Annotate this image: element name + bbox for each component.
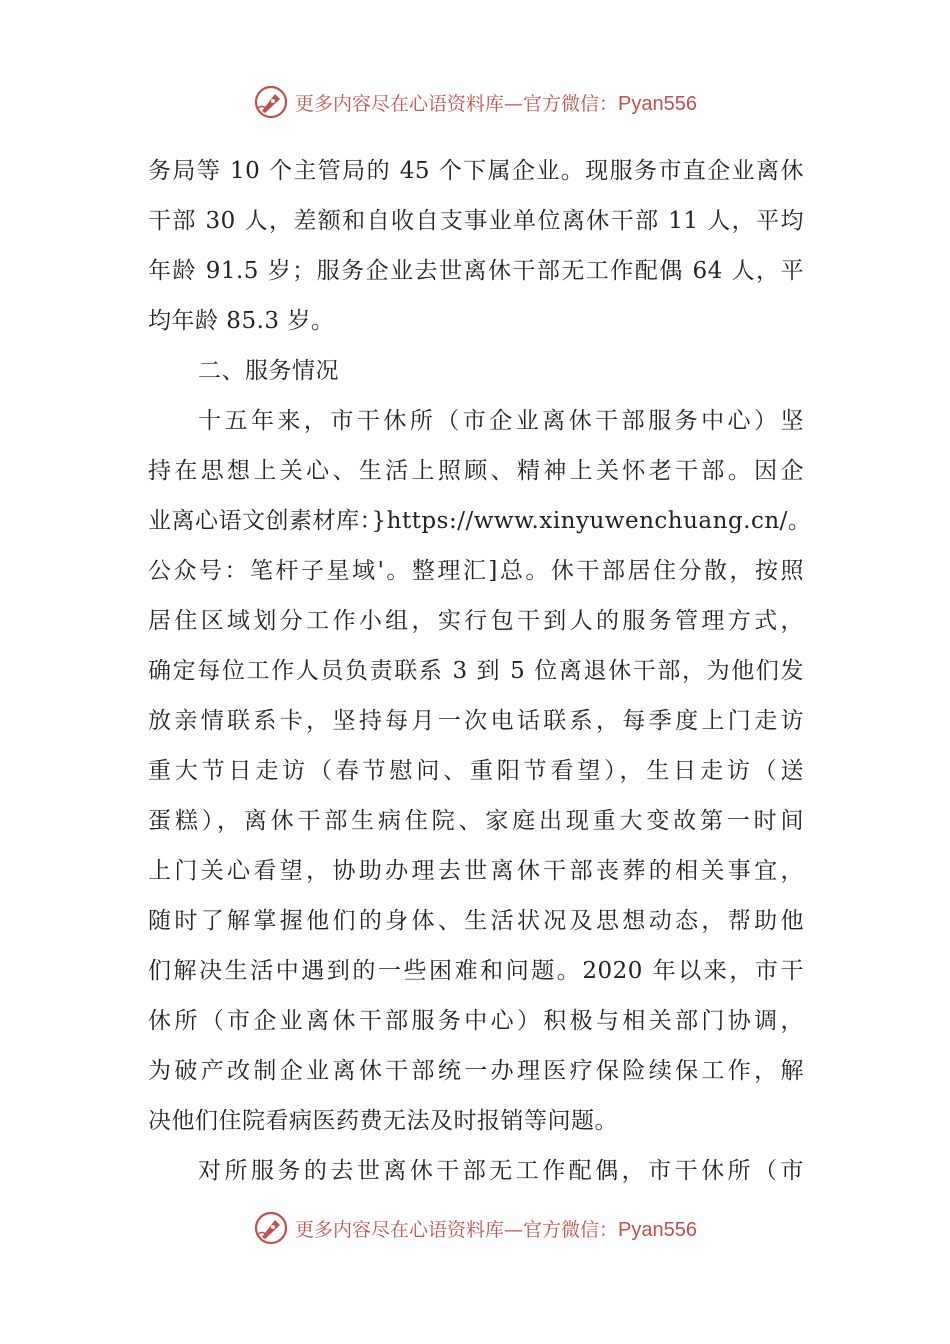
watermark-text: 更多内容尽在心语资料库—官方微信：Pyan556 bbox=[295, 1218, 697, 1241]
text-line: 重大节日走访（春节慰问、重阳节看望），生日走访（送 bbox=[148, 758, 804, 784]
text-line: 居住区域划分工作小组，实行包干到人的服务管理方式， bbox=[148, 608, 804, 634]
text-line: 公众号：笔杆子星域'。整理汇]总。休干部居住分散，按照 bbox=[148, 558, 804, 584]
text-line: 休所（市企业离休干部服务中心）积极与相关部门协调， bbox=[148, 1008, 804, 1034]
text-line: 上门关心看望，协助办理去世离休干部丧葬的相关事宜， bbox=[148, 858, 804, 884]
watermark-id: Pyan556 bbox=[618, 1218, 697, 1241]
text-line: 业离心语文创素材库：}https://www.xinyuwenchuang.cn/。 bbox=[148, 508, 812, 534]
text-line: 务局等 10 个主管局的 45 个下属企业。现服务市直企业离休 bbox=[148, 158, 804, 184]
text-line: 持在思想上关心、生活上照顾、精神上关怀老干部。因企 bbox=[148, 458, 804, 484]
header-watermark bbox=[0, 82, 950, 122]
text-line: 确定每位工作人员负责联系 3 到 5 位离退休干部，为他们发 bbox=[148, 658, 804, 684]
text-line: 为破产改制企业离休干部统一办理医疗保险续保工作，解 bbox=[148, 1058, 804, 1084]
pen-nib-icon bbox=[253, 1210, 289, 1246]
text-line: 干部 30 人，差额和自收自支事业单位离休干部 11 人，平均 bbox=[148, 208, 804, 234]
text-line: 放亲情联系卡，坚持每月一次电话联系，每季度上门走访 bbox=[148, 708, 804, 734]
text-line: 随时了解掌握他们的身体、生活状况及思想动态，帮助他 bbox=[148, 908, 804, 934]
text-line: 蛋糕），离休干部生病住院、家庭出现重大变故第一时间 bbox=[148, 808, 804, 834]
text-line: 年龄 91.5 岁；服务企业去世离休干部无工作配偶 64 人，平 bbox=[148, 258, 804, 284]
footer-watermark bbox=[0, 1208, 950, 1248]
text-line: 们解决生活中遇到的一些困难和问题。2020 年以来，市干 bbox=[148, 958, 804, 984]
text-line: 十五年来，市干休所（市企业离休干部服务中心）坚 bbox=[198, 408, 804, 434]
watermark-id: Pyan556 bbox=[618, 92, 697, 115]
text-line: 对所服务的去世离休干部无工作配偶，市干休所（市 bbox=[198, 1158, 804, 1184]
section-heading: 二、服务情况 bbox=[198, 358, 339, 384]
document-body bbox=[148, 146, 812, 1196]
text-line: 决他们住院看病医药费无法及时报销等问题。 bbox=[148, 1108, 618, 1134]
text-line: 均年龄 85.3 岁。 bbox=[148, 308, 335, 334]
pen-nib-icon bbox=[253, 84, 289, 120]
watermark-text: 更多内容尽在心语资料库—官方微信：Pyan556 bbox=[295, 92, 697, 115]
